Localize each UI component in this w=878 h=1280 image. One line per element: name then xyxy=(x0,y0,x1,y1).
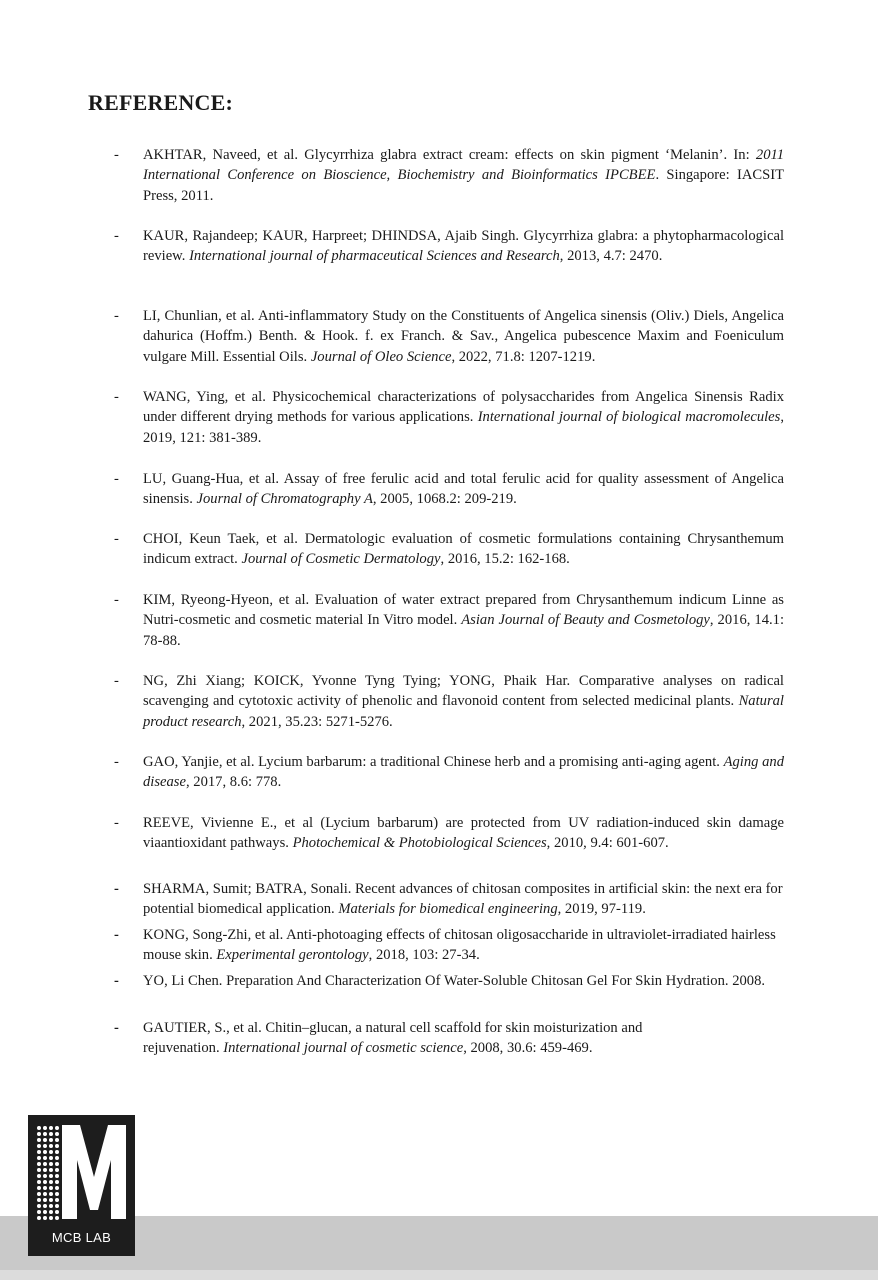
reference-authors-title: YO, Li Chen. Preparation And Characterization Of Water-Soluble Chitosan Gel For Skin Hydration. 2008. xyxy=(143,973,766,989)
reference-journal: International journal of pharmaceutical Sciences and Research xyxy=(189,248,560,265)
reference-journal: Aging and disease xyxy=(143,754,784,791)
logo-dot xyxy=(49,1162,53,1166)
reference-authors-title: AKHTAR, Naveed, et al. Glycyrrhiza glabra extract cream: effects on skin pigment ‘Melanin’. In: xyxy=(143,147,756,163)
reference-text xyxy=(143,469,784,510)
logo-dot xyxy=(55,1126,59,1130)
reference-authors-title: SHARMA, Sumit; BATRA, Sonali. Recent advances of chitosan composites in artificial skin: the next era for potential biomedical application. xyxy=(143,881,783,918)
reference-authors-title: KONG, Song-Zhi, et al. Anti-photoaging effects of chitosan oligosaccharide in ultraviolet-irradiated hairless mouse skin. xyxy=(143,927,776,964)
logo-dot xyxy=(49,1210,53,1214)
logo-dot xyxy=(43,1204,47,1208)
logo-dot xyxy=(55,1132,59,1136)
logo-dot xyxy=(37,1174,41,1178)
logo-dot xyxy=(49,1132,53,1136)
logo-dot xyxy=(37,1144,41,1148)
logo-dot xyxy=(37,1126,41,1130)
bullet-dash: - xyxy=(114,673,119,689)
reference-text xyxy=(143,813,784,854)
logo-dot xyxy=(37,1138,41,1142)
reference-authors-title: GAO, Yanjie, et al. Lycium barbarum: a traditional Chinese herb and a promising anti-aging agent. xyxy=(143,754,724,770)
logo-dot xyxy=(43,1156,47,1160)
logo-dot xyxy=(49,1174,53,1178)
reference-text xyxy=(143,671,784,732)
reference-details: , 2021, 35.23: 5271-5276. xyxy=(241,713,393,730)
reference-details: . Singapore: IACSIT Press, 2011. xyxy=(143,167,785,204)
logo-dot xyxy=(49,1204,53,1208)
bullet-dash: - xyxy=(114,927,119,943)
logo-dot xyxy=(49,1180,53,1184)
logo-dot xyxy=(55,1210,59,1214)
logo-dot xyxy=(37,1132,41,1136)
reference-journal: International journal of cosmetic science xyxy=(223,1040,464,1057)
reference-details: , 2013, 4.7: 2470. xyxy=(559,248,663,265)
bullet-dash: - xyxy=(114,973,119,989)
reference-details: , 2008, 30.6: 459-469. xyxy=(463,1040,593,1057)
reference-journal: Journal of Chromatography A xyxy=(196,491,373,508)
logo-text: MCB LAB xyxy=(51,1230,112,1245)
reference-details: , 2016, 14.1: 78-88. xyxy=(143,612,784,649)
reference-text xyxy=(143,925,783,966)
logo-dot xyxy=(55,1144,59,1148)
logo-dot xyxy=(49,1198,53,1202)
logo-dot xyxy=(55,1156,59,1160)
reference-authors-title: LI, Chunlian, et al. Anti-inflammatory Study on the Constituents of Angelica sinensis (Oliv.) Diels, Angelica dahurica (Hoffm.) Benth. & Hook. f. ex Franch. & Sav., Angelica pubescence Maxim and Foeniculum vulgare Mill. Essential Oils. xyxy=(143,308,784,365)
logo-dot xyxy=(49,1186,53,1190)
reference-journal: Journal of Cosmetic Dermatology xyxy=(241,551,441,568)
reference-text xyxy=(143,226,784,267)
bullet-dash: - xyxy=(114,147,119,163)
logo-dot xyxy=(37,1192,41,1196)
logo-dot xyxy=(55,1186,59,1190)
logo-dot xyxy=(37,1150,41,1154)
logo-dot xyxy=(49,1192,53,1196)
bullet-dash: - xyxy=(114,592,119,608)
reference-text xyxy=(143,387,784,448)
reference-authors-title: GAUTIER, S., et al. Chitin–glucan, a natural cell scaffold for skin moisturization and rejuvenation. xyxy=(143,1020,643,1057)
reference-journal: International journal of biological macromolecules xyxy=(477,409,781,426)
mcb-lab-logo xyxy=(28,1115,135,1256)
logo-dot xyxy=(37,1168,41,1172)
logo-dot xyxy=(43,1192,47,1196)
reference-text xyxy=(143,306,784,367)
logo-dot xyxy=(55,1204,59,1208)
reference-details: , 2019, 121: 381-389. xyxy=(143,409,784,446)
reference-journal: 2011 International Conference on Bioscience, Biochemistry and Bioinformatics IPCBEE xyxy=(143,147,784,184)
bullet-dash: - xyxy=(114,881,119,897)
reference-journal: Materials for biomedical engineering xyxy=(338,901,558,918)
logo-dot xyxy=(37,1156,41,1160)
logo-dot xyxy=(37,1180,41,1184)
logo-dot xyxy=(43,1138,47,1142)
logo-dot xyxy=(43,1132,47,1136)
reference-text xyxy=(143,590,784,651)
logo-dot xyxy=(49,1156,53,1160)
reference-journal: Journal of Oleo Science xyxy=(310,348,452,365)
logo-dot xyxy=(43,1168,47,1172)
reference-authors-title: KAUR, Rajandeep; KAUR, Harpreet; DHINDSA, Ajaib Singh. Glycyrrhiza glabra: a phytopharmacological review. xyxy=(143,228,784,265)
reference-journal: Experimental gerontology xyxy=(216,947,369,964)
logo-dot xyxy=(37,1162,41,1166)
reference-text xyxy=(143,145,784,206)
bullet-dash: - xyxy=(114,389,119,405)
logo-dot xyxy=(43,1198,47,1202)
logo-dot xyxy=(55,1162,59,1166)
reference-journal: Photochemical & Photobiological Sciences xyxy=(292,835,547,852)
page-title: REFERENCE: xyxy=(88,90,234,115)
reference-authors-title: REEVE, Vivienne E., et al (Lycium barbarum) are protected from UV radiation-induced skin damage viaantioxidant pathways. xyxy=(143,815,784,852)
logo-dot xyxy=(43,1186,47,1190)
bullet-dash: - xyxy=(114,308,119,324)
logo-dot xyxy=(49,1150,53,1154)
logo-dot xyxy=(49,1126,53,1130)
reference-details: , 2018, 103: 27-34. xyxy=(368,947,480,964)
bullet-dash: - xyxy=(114,471,119,487)
logo-dot xyxy=(55,1174,59,1178)
reference-journal: Asian Journal of Beauty and Cosmetology xyxy=(461,612,710,629)
footer-band-bottom xyxy=(0,1270,878,1280)
reference-details: , 2005, 1068.2: 209-219. xyxy=(372,491,517,508)
reference-authors-title: WANG, Ying, et al. Physicochemical characterizations of polysaccharides from Angelica Sinensis Radix under different drying methods for various applications. xyxy=(143,389,784,426)
logo-dot xyxy=(43,1216,47,1220)
logo-dot xyxy=(43,1144,47,1148)
logo-dot xyxy=(37,1210,41,1214)
logo-dot xyxy=(55,1150,59,1154)
reference-details: , 2022, 71.8: 1207-1219. xyxy=(451,348,596,365)
bullet-dash: - xyxy=(114,1020,119,1036)
logo-dot xyxy=(43,1174,47,1178)
reference-authors-title: CHOI, Keun Taek, et al. Dermatologic evaluation of cosmetic formulations containing Chrysanthemum indicum extract. xyxy=(143,531,784,568)
reference-text xyxy=(143,1018,683,1059)
reference-text xyxy=(143,529,784,570)
bullet-dash: - xyxy=(114,531,119,547)
logo-dot xyxy=(43,1210,47,1214)
logo-dot xyxy=(37,1186,41,1190)
logo-dot xyxy=(55,1192,59,1196)
reference-details: , 2016, 15.2: 162-168. xyxy=(440,551,570,568)
logo-dot xyxy=(43,1162,47,1166)
logo-dot xyxy=(55,1138,59,1142)
logo-dot xyxy=(55,1198,59,1202)
logo-dot xyxy=(43,1150,47,1154)
logo-dot xyxy=(49,1138,53,1142)
reference-authors-title: KIM, Ryeong-Hyeon, et al. Evaluation of water extract prepared from Chrysanthemum indicum Linne as Nutri-cosmetic and cosmetic material In Vitro model. xyxy=(143,592,784,629)
reference-details: , 2010, 9.4: 601-607. xyxy=(546,835,669,852)
reference-text xyxy=(143,971,783,991)
logo-dot xyxy=(49,1168,53,1172)
bullet-dash: - xyxy=(114,754,119,770)
logo-dot xyxy=(43,1180,47,1184)
reference-text xyxy=(143,752,784,793)
reference-journal: Natural product research xyxy=(143,693,784,730)
logo-dot xyxy=(43,1126,47,1130)
logo-dot xyxy=(55,1216,59,1220)
logo-dot xyxy=(37,1216,41,1220)
bullet-dash: - xyxy=(114,228,119,244)
reference-authors-title: LU, Guang-Hua, et al. Assay of free ferulic acid and total ferulic acid for quality assessment of Angelica sinensis. xyxy=(143,471,784,508)
logo-dot xyxy=(49,1216,53,1220)
reference-authors-title: NG, Zhi Xiang; KOICK, Yvonne Tyng Tying; YONG, Phaik Har. Comparative analyses on radical scavenging and cytotoxic activity of phenolic and flavonoid content from selected medicinal plants. xyxy=(143,673,784,710)
logo-dot xyxy=(37,1204,41,1208)
logo-dot xyxy=(55,1180,59,1184)
logo-dot xyxy=(37,1198,41,1202)
logo-dot xyxy=(49,1144,53,1148)
reference-details: , 2017, 8.6: 778. xyxy=(185,774,282,791)
logo-dot xyxy=(55,1168,59,1172)
reference-text xyxy=(143,879,783,920)
reference-details: , 2019, 97-119. xyxy=(557,901,646,918)
bullet-dash: - xyxy=(114,815,119,831)
